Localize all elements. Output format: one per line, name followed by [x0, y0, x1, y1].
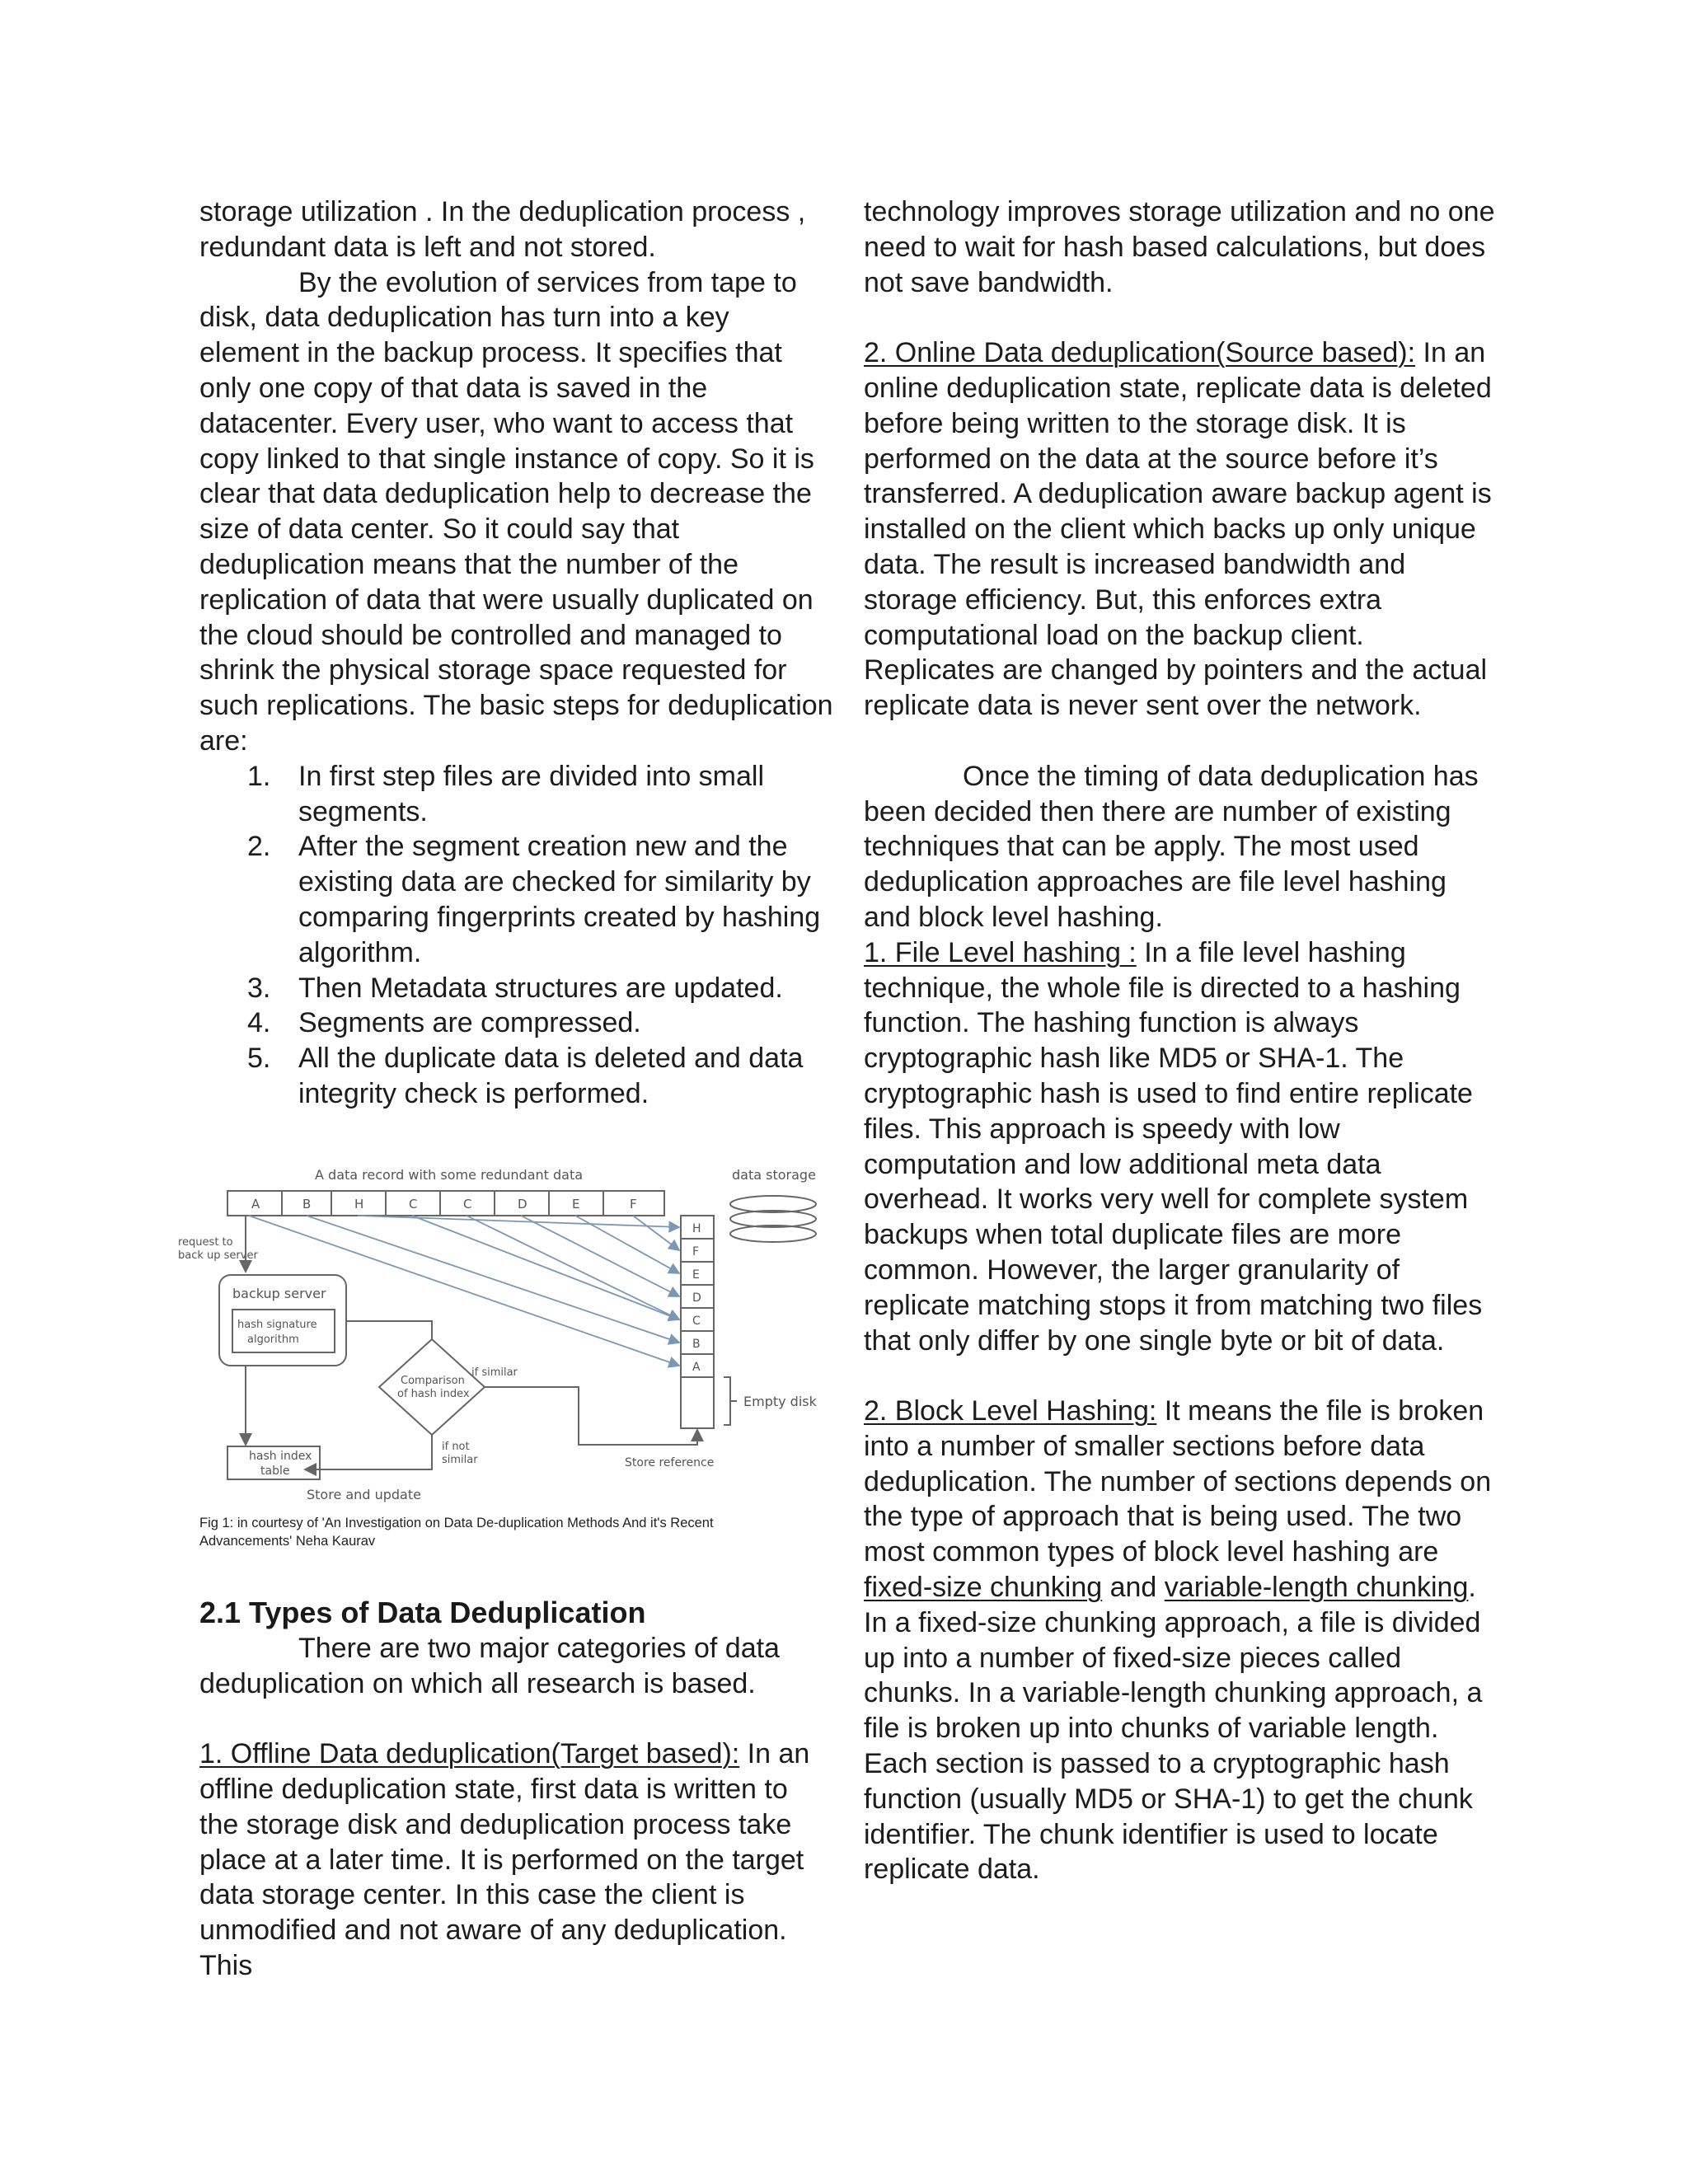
backup-server-label: backup server	[232, 1285, 326, 1301]
offline-paragraph	[199, 1736, 834, 1984]
hash-algo-label-2: algorithm	[247, 1333, 299, 1346]
if-not-similar-label-1: if not	[442, 1440, 470, 1453]
data-storage-label: data storage	[732, 1166, 816, 1183]
store-reference-label: Store reference	[625, 1455, 715, 1469]
section-heading: 2.1 Types of Data Deduplication	[199, 1595, 646, 1629]
file-level-title: 1. File Level hashing :	[864, 936, 1137, 968]
deduplication-figure	[178, 1160, 834, 1555]
figure-caption: Fig 1: in courtesy of 'An Investigation on Data De-duplication Methods And it's Recent Advancements' Neha Kaurav	[199, 1515, 714, 1549]
section-intro: There are two major categories of data deduplication on which all research is based.	[199, 1632, 780, 1699]
list-item: 2. After the segment creation new and the existing data are checked for similarity by comparing fingerprints created by hashing algorithm.	[247, 831, 821, 968]
record-cell: B	[302, 1196, 312, 1212]
list-item: 1. In first step files are divided into small segments.	[247, 760, 765, 827]
disk-cell: B	[692, 1337, 701, 1351]
left-para-2: By the evolution of services from tape to disk, data deduplication has turn into a key element in the backup process. It specifies that only one copy of that data is saved in the datacenter. Every user, who want to access that copy linked to that single instance of copy. So it is clear that data deduplication help to decrease the size of data center. So it could say that deduplication means that the number of the replication of data that were usually duplicated on the cloud should be controlled and managed to shrink the physical storage space requested for such replications. The basic steps for deduplication are:	[199, 266, 833, 757]
online-text: In an online deduplication state, replicate data is deleted before being written to the storage disk. It is performed on the data at the source before it’s transferred. A deduplication aware backup agent is installed on the client which backs up only unique data. The result is increased bandwidth and storage efficiency. But, this enforces extra computational load on the backup client. Replicates are changed by pointers and the actual replicate data is never sent over the network.	[864, 337, 1492, 722]
figure-title: A data record with some redundant data	[315, 1166, 584, 1183]
online-title: 2. Online Data deduplication(Source based):	[864, 337, 1416, 369]
record-cell: A	[251, 1196, 260, 1212]
record-cell: H	[354, 1196, 364, 1212]
request-label-2: back up server	[178, 1249, 258, 1262]
block-level-text-2: . In a fixed-size chunking approach, a file is divided up into a number of fixed-size pieces called chunks. In a variable-length chunking approach, a file is broken up into chunks of variable length. Each section is passed to a cryptographic hash function (usually MD5 or SHA-1) to get the chunk identifier. The chunk identifier is used to locate replicate data.	[864, 1572, 1483, 1886]
record-cell: C	[463, 1196, 472, 1212]
left-para-1: storage utilization . In the deduplication process , redundant data is left and not stored.	[199, 196, 806, 263]
timing-paragraph: Once the timing of data deduplication has been decided then there are number of existing techniques that can be apply. The most used deduplication approaches are file level hashing and block level hashing.	[864, 760, 1479, 933]
record-cell: C	[409, 1196, 418, 1212]
hash-table-label-1: hash index	[249, 1449, 312, 1463]
file-level-text: In a file level hashing technique, the whole file is directed to a hashing function. The hashing function is always cryptographic hash like MD5 or SHA-1. The cryptographic hash is used to find entire replicate files. This approach is speedy with low computation and low additional meta data overhead. It works very well for complete system backups when total duplicate files are more common. However, the larger granularity of replicate matching stops it from matching two files that only differ by one single byte or bit of data.	[864, 936, 1483, 1357]
record-row	[227, 1191, 664, 1216]
list-item: 3. Then Metadata structures are updated.	[247, 972, 783, 1004]
disk-cell: C	[692, 1314, 701, 1328]
block-level-title: 2. Block Level Hashing:	[864, 1395, 1157, 1427]
disk-cell: A	[692, 1360, 701, 1374]
data-storage-icon	[730, 1196, 816, 1242]
list-item: 5. All the duplicate data is deleted and data integrity check is performed.	[247, 1043, 804, 1109]
if-not-similar-label-2: similar	[442, 1453, 478, 1466]
variable-length-term: variable-length chunking	[1164, 1572, 1469, 1604]
hash-index-table-box	[227, 1446, 320, 1479]
list-item: 4. Segments are compressed.	[247, 1007, 641, 1039]
record-cell: E	[572, 1196, 580, 1212]
disk-cell: D	[692, 1291, 701, 1305]
right-para-1: technology improves storage utilization and no one need to wait for hash based calculations, but does not save bandwidth.	[864, 196, 1495, 298]
left-column	[178, 194, 834, 1984]
deduplication-diagram	[166, 1160, 842, 1522]
block-level-text-1: It means the file is broken into a number of smaller sections before data deduplication. The number of sections depends on the type of approach that is being used. The two most common types of block level hashing are	[864, 1395, 1492, 1568]
offline-text: In an offline deduplication state, first data is written to the storage disk and deduplication process take place at a later time. It is performed on the target data storage center. In this case the client is unmodified and not aware of any deduplication. This	[199, 1738, 810, 1981]
disk-cell: E	[692, 1268, 700, 1282]
offline-title: 1. Offline Data deduplication(Target based):	[199, 1738, 740, 1770]
fixed-size-term: fixed-size chunking	[864, 1572, 1103, 1604]
and-text: and	[1102, 1572, 1165, 1604]
file-level-paragraph	[864, 935, 1498, 1359]
block-level-paragraph	[864, 1394, 1498, 1887]
store-update-label: Store and update	[307, 1486, 421, 1502]
record-cell: F	[630, 1196, 637, 1212]
empty-disk-label: Empty disk	[743, 1393, 817, 1409]
online-paragraph	[864, 335, 1498, 724]
record-cell: D	[518, 1196, 528, 1212]
hash-table-label-2: table	[260, 1464, 290, 1478]
disk-cell: H	[692, 1221, 701, 1235]
right-column	[864, 194, 1498, 1887]
comparison-label-2: of hash index	[397, 1387, 470, 1400]
request-label: request to	[178, 1235, 233, 1249]
hash-algo-label-1: hash signature	[237, 1318, 317, 1331]
steps-list	[199, 759, 834, 1112]
backup-server-box	[219, 1275, 346, 1366]
disk-column	[681, 1216, 818, 1428]
disk-cell: F	[692, 1244, 700, 1258]
comparison-diamond	[379, 1339, 485, 1435]
comparison-label-1: Comparison	[401, 1374, 465, 1387]
if-similar-label: if similar	[471, 1366, 518, 1379]
